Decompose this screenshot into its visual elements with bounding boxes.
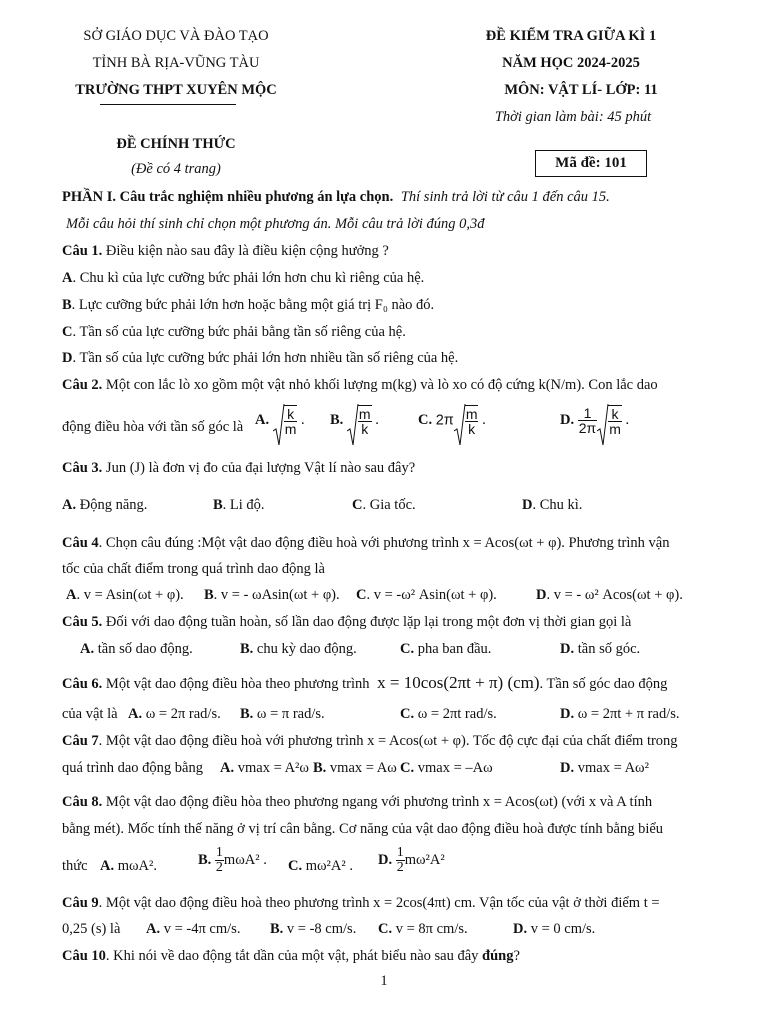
- q7-option-a: A. vmax = A²ω: [220, 760, 309, 776]
- q9-option-a: A. v = -4π cm/s.: [146, 921, 241, 937]
- school-name: TRƯỜNG THPT XUYÊN MỘC: [75, 82, 277, 98]
- q5-option-d: D. tần số góc.: [560, 641, 641, 657]
- q4-option-d-text: v = - ω² Acos(ωt + φ).: [553, 587, 683, 603]
- q7-label: Câu 7: [62, 733, 99, 749]
- question-5: [62, 614, 631, 631]
- part1-title: PHẦN I. Câu trắc nghiệm nhiều phương án lựa chọn.: [62, 189, 394, 205]
- q3-option-d-text: Chu kì.: [539, 497, 583, 513]
- q6-text-b: . Tần số góc dao động: [539, 676, 668, 692]
- question-10: [62, 948, 520, 965]
- exam-title: ĐỀ KIỂM TRA GIỮA KÌ 1: [485, 28, 657, 44]
- q5-option-d-text: tần số góc.: [577, 641, 641, 657]
- question-9: [62, 895, 660, 912]
- q3-text: Jun (J) là đơn vị đo của đại lượng Vật lí nào sau đây?: [105, 460, 416, 476]
- q10-text: . Khi nói về dao động tắt dần của một vật, phát biểu nào sau đây: [105, 948, 479, 964]
- school-year: NĂM HỌC 2024-2025: [502, 55, 640, 71]
- q6-text-2: của vật là: [62, 706, 118, 722]
- q4-option-c: C. v = -ω² Asin(ωt + φ).: [356, 587, 497, 603]
- q1-option-d: D. Tần số của lực cưỡng bức phải lớn hơn nhiều tần số riêng của hệ.: [62, 350, 459, 366]
- q7-option-a-text: vmax = A²ω: [237, 760, 309, 776]
- q3-option-b: B. Li độ.: [213, 497, 265, 513]
- q8-option-b: B. $\frac{1}{2}$ mωA² .: [198, 845, 267, 875]
- part1-heading: [62, 189, 610, 206]
- q1-text: Điều kiện nào sau đây là điều kiện cộng hưởng ?: [105, 243, 389, 259]
- q3-label: Câu 3.: [62, 460, 103, 476]
- q6-text: Một vật dao động điều hòa theo phương trình: [105, 676, 370, 692]
- q2-text-2: động điều hòa với tần số góc là: [62, 419, 244, 435]
- q8-text-3: thức: [62, 858, 88, 874]
- q6-option-a-text: ω = 2π rad/s.: [145, 706, 221, 722]
- header-underline: [100, 104, 236, 105]
- q5-label: Câu 5.: [62, 614, 103, 630]
- question-7: [62, 733, 678, 750]
- q8-option-b-text: mωA² .: [223, 852, 267, 868]
- q7-text: . Một vật dao động điều hoà với phương trình x = Acos(ωt + φ). Tốc độ cực đại của chất điểm trong: [98, 733, 678, 749]
- q2-label: Câu 2.: [62, 377, 103, 393]
- q6-option-a: A. ω = 2π rad/s.: [128, 706, 221, 722]
- q3-option-c-text: Gia tốc.: [369, 497, 416, 513]
- q7-option-b: B. vmax = Aω: [313, 760, 397, 776]
- q3-option-b-text: Li độ.: [229, 497, 265, 513]
- q7-option-d: D. vmax = Aω²: [560, 760, 649, 776]
- q9-option-a-text: v = -4π cm/s.: [163, 921, 241, 937]
- q10-emphasis: đúng: [482, 948, 514, 964]
- q1-option-a-text: Chu kì của lực cưỡng bức phải lớn hơn chu kì riêng của hệ.: [79, 270, 425, 286]
- q9-option-b: B. v = -8 cm/s.: [270, 921, 357, 937]
- subject: MÔN: VẬT LÍ- LỚP: 11: [504, 82, 658, 98]
- q8-option-a: A. mωA².: [100, 858, 158, 874]
- time-limit: Thời gian làm bài: 45 phút: [494, 109, 652, 125]
- q8-option-c: C. mω²A² .: [288, 858, 353, 874]
- q9-option-c: C. v = 8π cm/s.: [378, 921, 468, 937]
- q9-option-d-text: v = 0 cm/s.: [530, 921, 596, 937]
- q1-option-c: C. Tần số của lực cưỡng bức phải bằng tần số riêng của hệ.: [62, 324, 406, 340]
- question-8: [62, 794, 652, 811]
- official-label: ĐỀ CHÍNH THỨC: [116, 136, 236, 152]
- q1-option-b-text: Lực cưỡng bức phải lớn hơn hoặc bằng một giá trị F₀ nào đó.: [78, 297, 435, 313]
- q8-option-d: D. $\frac{1}{2}$ mω²A²: [378, 845, 445, 875]
- q9-option-d: D. v = 0 cm/s.: [513, 921, 596, 937]
- q5-option-c: C. pha ban đầu.: [400, 641, 492, 657]
- q2-a-formula: $\frac{k}{m}$: [273, 405, 298, 436]
- q6-option-d: D. ω = 2πt + π rad/s.: [560, 706, 680, 722]
- q8-label: Câu 8.: [62, 794, 103, 810]
- q7-option-b-text: vmax = Aω: [329, 760, 397, 776]
- q2-option-b: B. $\frac{m}{k}$ .: [330, 405, 379, 436]
- part1-instruction-2: Mỗi câu hỏi thí sinh chỉ chọn một phương án. Mỗi câu trả lời đúng 0,3đ: [66, 216, 485, 232]
- question-4: [62, 535, 669, 552]
- exam-code-box: Mã đề: 101: [535, 150, 647, 177]
- q4-option-b: B. v = - ωAsin(ωt + φ).: [204, 587, 340, 603]
- q2-d-formula: $\frac{k}{m}$: [597, 405, 622, 436]
- question-1: [62, 243, 389, 260]
- q1-option-a: A. Chu kì của lực cưỡng bức phải lớn hơn chu kì riêng của hệ.: [62, 270, 425, 286]
- part1-instruction: Thí sinh trả lời từ câu 1 đến câu 15.: [400, 189, 610, 205]
- q2-b-formula: $\frac{m}{k}$: [347, 405, 372, 436]
- q8-text-2: bằng mét). Mốc tính thế năng ở vị trí cân bằng. Cơ năng của vật dao động điều hoà được tính bằng biểu: [62, 821, 664, 837]
- q5-option-a: A. tần số dao động.: [80, 641, 193, 657]
- q7-text-2: quá trình dao động bằng: [62, 760, 203, 776]
- q10-end: ?: [513, 948, 520, 964]
- q1-label: Câu 1.: [62, 243, 103, 259]
- question-6: [62, 673, 667, 693]
- pages-note: (Đề có 4 trang): [131, 161, 221, 177]
- q5-option-c-text: pha ban đầu.: [417, 641, 492, 657]
- q6-option-b: B. ω = π rad/s.: [240, 706, 325, 722]
- q4-option-c-text: v = -ω² Asin(ωt + φ).: [373, 587, 497, 603]
- q3-option-a-text: Động năng.: [79, 497, 148, 513]
- province-name: TỈNH BÀ RỊA-VŨNG TÀU: [92, 55, 260, 71]
- q10-label: Câu 10: [62, 948, 106, 964]
- q3-option-a: A. Động năng.: [62, 497, 148, 513]
- q5-option-a-text: tần số dao động.: [97, 641, 193, 657]
- q2-option-a: A. $\frac{k}{m}$ .: [255, 405, 305, 436]
- q9-label: Câu 9: [62, 895, 99, 911]
- q5-option-b: B. chu kỳ dao động.: [240, 641, 357, 657]
- q4-label: Câu 4: [62, 535, 99, 551]
- q7-option-c-text: vmax = –Aω: [417, 760, 493, 776]
- q7-option-c: C. vmax = –Aω: [400, 760, 493, 776]
- q1-option-b: B. Lực cưỡng bức phải lớn hơn hoặc bằng một giá trị F₀ nào đó.: [62, 297, 435, 313]
- q6-option-c-text: ω = 2πt rad/s.: [417, 706, 497, 722]
- question-3: [62, 460, 415, 477]
- q2-text: Một con lắc lò xo gồm một vật nhỏ khối lượng m(kg) và lò xo có độ cứng k(N/m). Con lắc dao: [105, 377, 658, 393]
- q6-option-b-text: ω = π rad/s.: [256, 706, 325, 722]
- q4-option-d: D. v = - ω² Acos(ωt + φ).: [536, 587, 683, 603]
- q7-option-d-text: vmax = Aω²: [577, 760, 649, 776]
- q4-text-2: tốc của chất điểm trong quá trình dao động là: [62, 561, 325, 577]
- q9-text-2: 0,25 (s) là: [62, 921, 121, 937]
- q8-option-c-text: mω²A² .: [305, 858, 353, 874]
- page-number: 1: [380, 973, 388, 989]
- q3-option-d: D. Chu kì.: [522, 497, 583, 513]
- q6-option-c: C. ω = 2πt rad/s.: [400, 706, 497, 722]
- q9-option-c-text: v = 8π cm/s.: [395, 921, 468, 937]
- q2-option-c: C. 2π $\frac{m}{k}$ .: [418, 405, 486, 436]
- q6-label: Câu 6.: [62, 676, 103, 692]
- q9-text: . Một vật dao động điều hoà theo phương trình x = 2cos(4πt) cm. Vận tốc của vật ở thời điểm t =: [98, 895, 660, 911]
- q8-option-d-text: mω²A²: [404, 852, 445, 868]
- q2-option-d: D. $\frac{1}{2\pi}$ $\frac{k}{m}$ .: [560, 405, 629, 436]
- q5-option-b-text: chu kỳ dao động.: [256, 641, 357, 657]
- department-name: SỞ GIÁO DỤC VÀ ĐÀO TẠO: [83, 28, 269, 44]
- q4-option-a: A. v = Asin(ωt + φ).: [66, 587, 184, 603]
- q1-option-d-text: Tần số của lực cưỡng bức phải lớn hơn nhiều tần số riêng của hệ.: [79, 350, 459, 366]
- q4-text: . Chọn câu đúng :Một vật dao động điều hoà với phương trình x = Acos(ωt + φ). Phương trình vận: [98, 535, 670, 551]
- q8-option-a-text: mωA².: [117, 858, 158, 874]
- q4-option-a-text: v = Asin(ωt + φ).: [83, 587, 184, 603]
- q2-c-formula: $\frac{m}{k}$: [454, 405, 479, 436]
- q8-text: Một vật dao động điều hòa theo phương ngang với phương trình x = Acos(ωt) (với x và A tính: [105, 794, 653, 810]
- q3-option-c: C. Gia tốc.: [352, 497, 416, 513]
- q5-text: Đối với dao động tuần hoàn, số lần dao động được lặp lại trong một đơn vị thời gian gọi là: [105, 614, 632, 630]
- question-2: [62, 377, 658, 394]
- q1-option-c-text: Tần số của lực cưỡng bức phải bằng tần số riêng của hệ.: [79, 324, 406, 340]
- q6-formula: x = 10cos(2πt + π) (cm): [377, 673, 540, 692]
- q4-option-b-text: v = - ωAsin(ωt + φ).: [220, 587, 340, 603]
- q9-option-b-text: v = -8 cm/s.: [286, 921, 357, 937]
- q6-option-d-text: ω = 2πt + π rad/s.: [577, 706, 680, 722]
